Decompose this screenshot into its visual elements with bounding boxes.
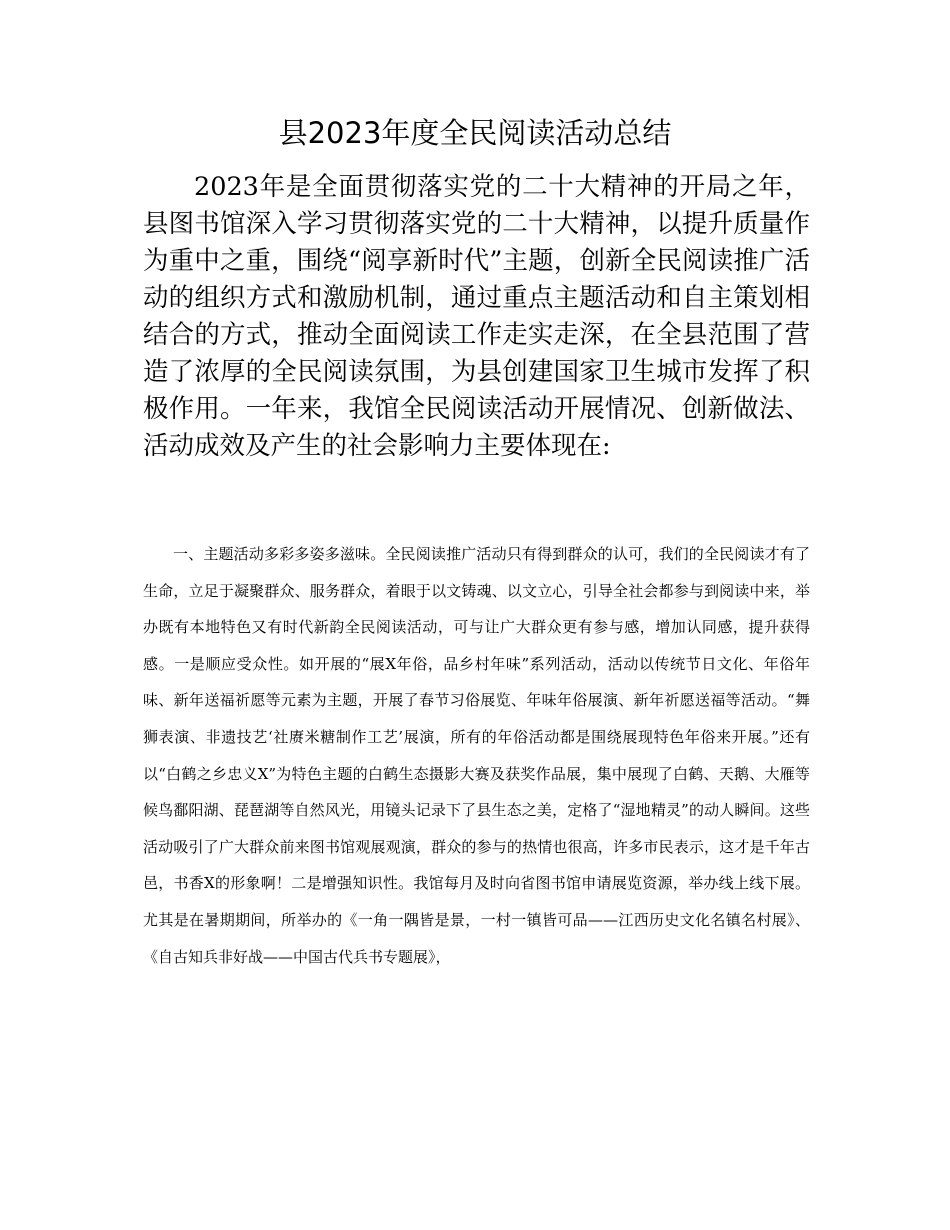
intro-paragraph: 2023年是全面贯彻落实党的二十大精神的开局之年，县图书馆深入学习贯彻落实党的二十大精神，以提升质量作为重中之重，围绕“阅享新时代”主题，创新全民阅读推广活动的组织方式和激励机制，通过重点主题活动和自主策划相结合的方式，推动全面阅读工作走实走深，在全县范围了营造了浓厚的全民阅读氛围，为县创建国家卫生城市发挥了积极作用。一年来，我馆全民阅读活动开展情况、创新做法、活动成效及产生的社会影响力主要体现在:	[143, 172, 810, 461]
section-one-paragraph: 一、主题活动多彩多姿多滋味。全民阅读推广活动只有得到群众的认可，我们的全民阅读才有了生命，立足于凝聚群众、服务群众，着眼于以文铸魂、以文立心，引导全社会都参与到阅读中来，举办既有本地特色又有时代新韵全民阅读活动，可与让广大群众更有参与感，增加认同感，提升获得感。一是顺应受众性。如开展的“展X年俗，品乡村年味”系列活动，活动以传统节日文化、年俗年味、新年送福祈愿等元素为主题，开展了春节习俗展览、年味年俗展演、新年祈愿送福等活动。“舞狮表演、非遗技艺‘社赓米糖制作工艺’展演，所有的年俗活动都是围绕展现特色年俗来开展。”还有以“白鹤之乡忠义X”为特色主题的白鹤生态摄影大赛及获奖作品展，集中展现了白鹤、天鹅、大雁等候鸟鄱阳湖、琵琶湖等自然风光，用镜头记录下了县生态之美，定格了“湿地精灵”的动人瞬间。这些活动吸引了广大群众前来图书馆观展观演，群众的参与的热情也很高，许多市民表示，这才是千年古邑，书香X的形象啊！二是增强知识性。我馆每月及时向省图书馆申请展览资源，举办线上线下展。尤其是在暑期期间，所举办的《一角一隅皆是景，一村一镇皆可品——江西历史文化名镇名村展》、《自古知兵非好战——中国古代兵书专题展》，	[143, 545, 810, 966]
document-title: 县2023年度全民阅读活动总结	[278, 116, 672, 150]
